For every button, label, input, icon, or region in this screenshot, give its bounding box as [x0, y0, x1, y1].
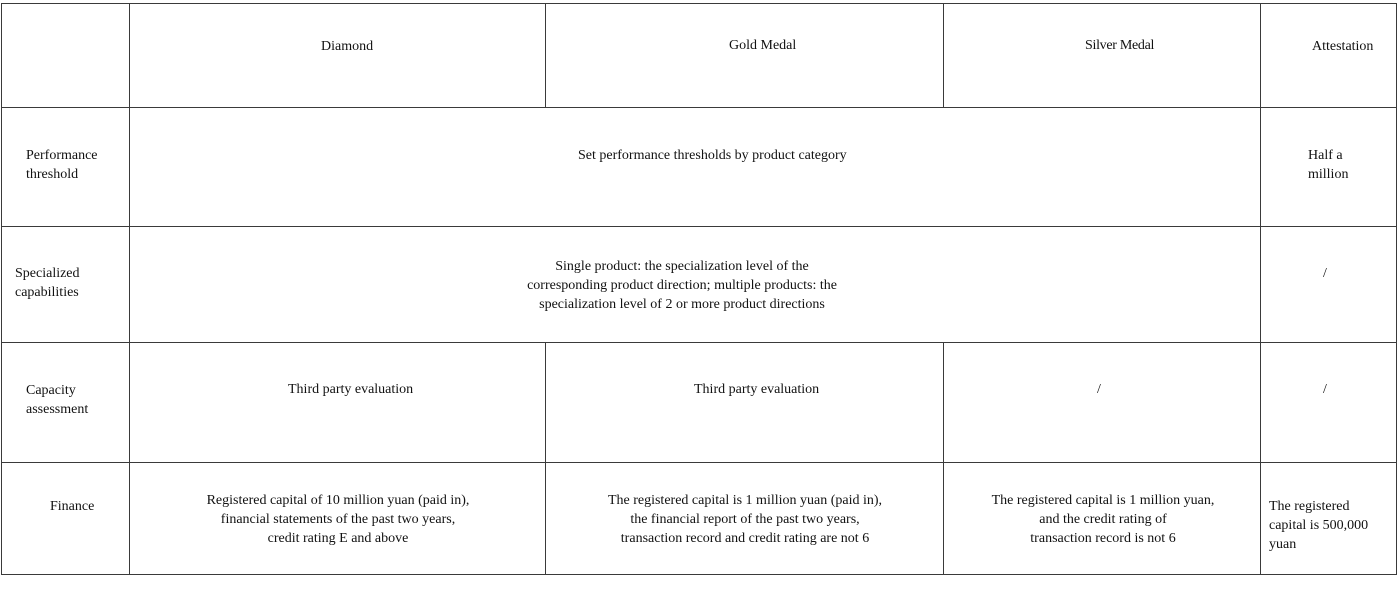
capacity-assessment-row — [2, 343, 1397, 463]
specialized-label-cell — [2, 227, 130, 343]
finance-silver-cell — [944, 463, 1261, 575]
performance-label-cell — [2, 108, 130, 227]
membership-level-table — [1, 3, 1397, 575]
performance-attestation-cell — [1261, 108, 1397, 227]
header-row — [2, 4, 1397, 108]
capacity-silver-cell — [944, 343, 1261, 463]
header-gold-medal: Gold Medal — [729, 38, 797, 53]
finance-attestation-cell — [1261, 463, 1397, 575]
performance-threshold-span-cell — [130, 108, 1261, 227]
capacity-attestation-value: / — [1323, 382, 1327, 397]
capacity-silver-value: / — [1097, 382, 1101, 397]
specialized-span-cell — [130, 227, 1261, 343]
specialized-attestation-cell — [1261, 227, 1397, 343]
specialized-capabilities-row — [2, 227, 1397, 343]
finance-diamond-value: Registered capital of 10 million yuan (paid in), financial statements of the past two years, credit rating E and above — [206, 493, 470, 546]
capacity-attestation-cell — [1261, 343, 1397, 463]
specialized-attestation-value: / — [1323, 266, 1327, 281]
specialized-capabilities-label: Specialized capabilities — [15, 266, 80, 300]
finance-gold-value: The registered capital is 1 million yuan (paid in), the financial report of the past two years, transaction record and credit rating are not 6 — [607, 493, 883, 546]
performance-threshold-value: Set performance thresholds by product category — [578, 148, 847, 163]
performance-threshold-row — [2, 108, 1397, 227]
specialized-capabilities-value: Single product: the specialization level of the corresponding product direction; multiple products: the specialization level of 2 or more product directions — [527, 259, 837, 312]
capacity-gold-value: Third party evaluation — [694, 382, 820, 397]
header-diamond-cell — [130, 4, 546, 108]
capacity-assessment-label: Capacity assessment — [26, 383, 89, 417]
finance-label-cell — [2, 463, 130, 575]
header-gold-cell — [546, 4, 944, 108]
header-attestation: Attestation — [1312, 39, 1374, 54]
corner-cell — [2, 4, 130, 108]
finance-diamond-cell — [130, 463, 546, 575]
capacity-diamond-cell — [130, 343, 546, 463]
finance-row — [2, 463, 1397, 575]
performance-threshold-label: Performance threshold — [26, 148, 98, 182]
finance-gold-cell — [546, 463, 944, 575]
header-attestation-cell — [1261, 4, 1397, 108]
finance-attestation-value: The registered capital is 500,000 yuan — [1269, 499, 1369, 552]
performance-attestation-value: Half a million — [1308, 148, 1349, 182]
header-silver-medal: Silver Medal — [1085, 38, 1155, 53]
finance-label: Finance — [50, 499, 95, 514]
header-diamond: Diamond — [321, 39, 374, 54]
capacity-label-cell — [2, 343, 130, 463]
capacity-diamond-value: Third party evaluation — [288, 382, 414, 397]
header-silver-cell — [944, 4, 1261, 108]
capacity-gold-cell — [546, 343, 944, 463]
finance-silver-value: The registered capital is 1 million yuan, and the credit rating of transaction record is not 6 — [991, 493, 1215, 546]
